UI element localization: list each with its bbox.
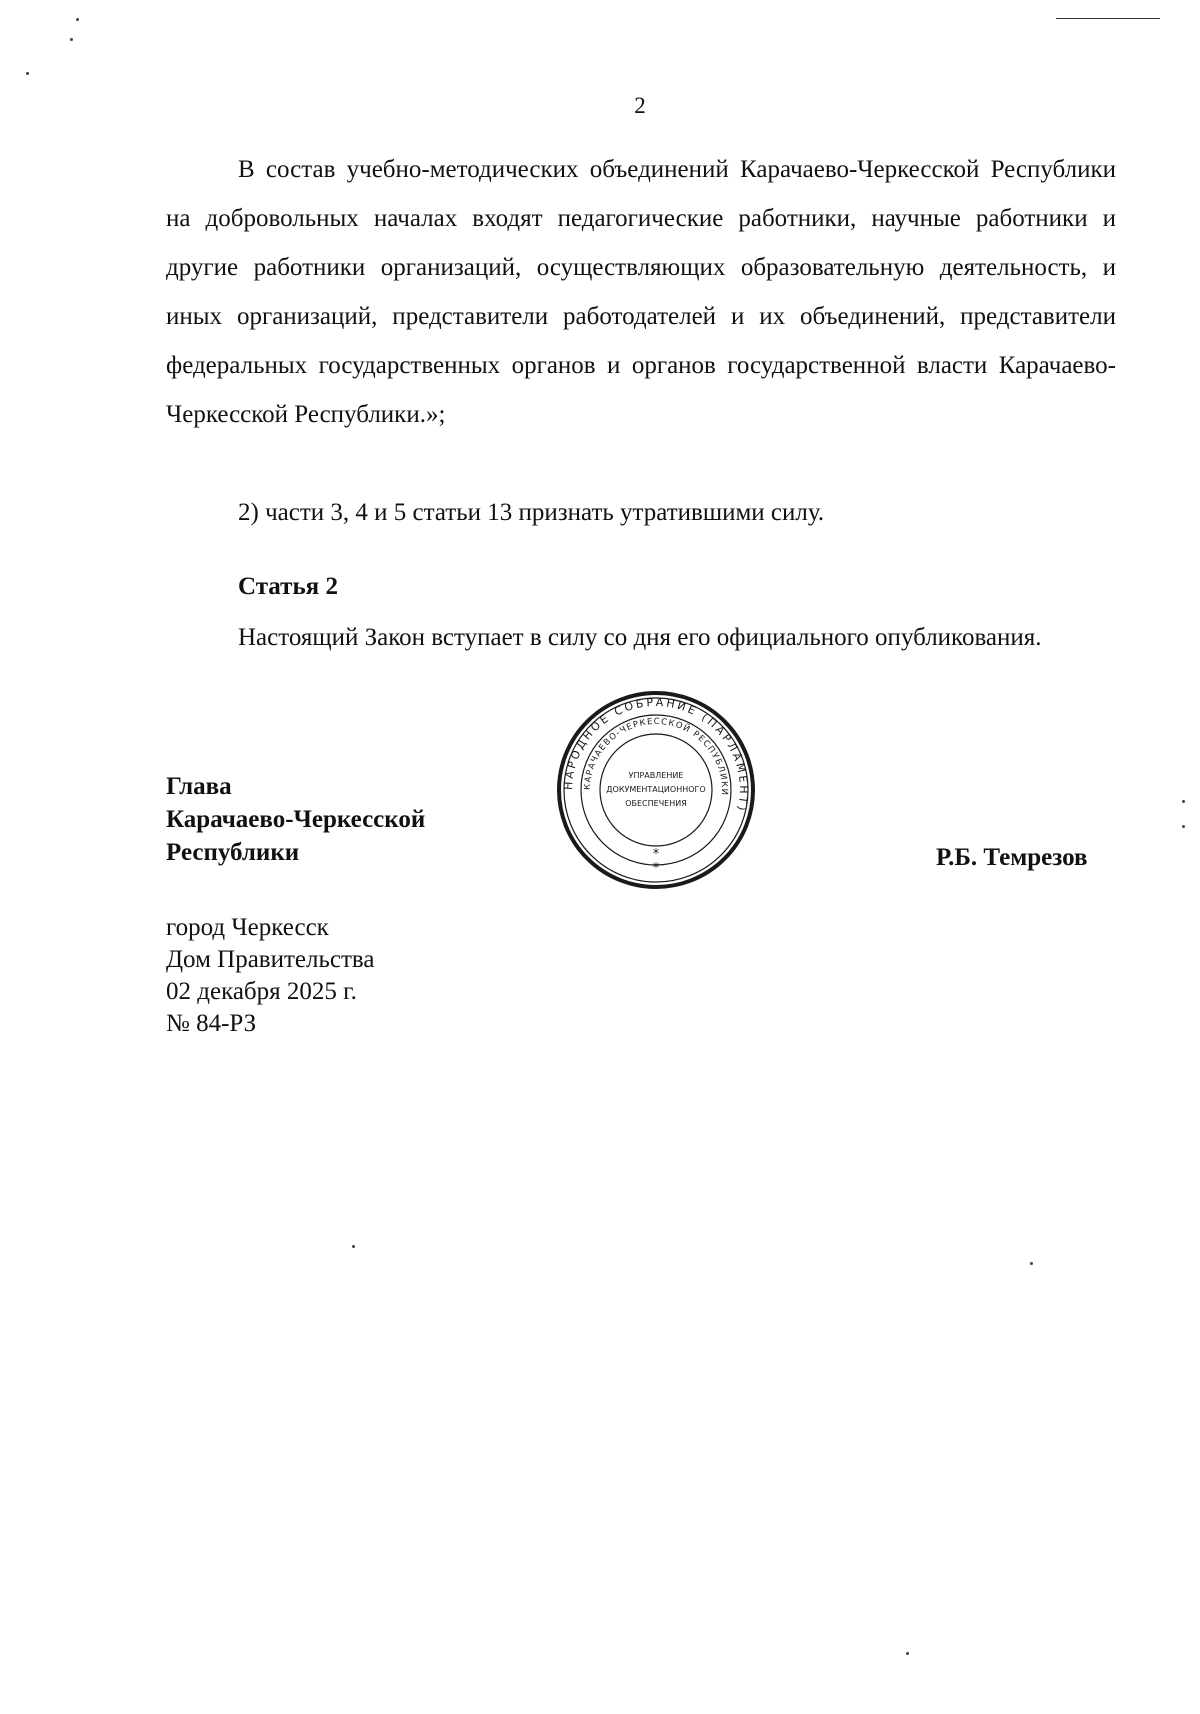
- scan-speck: [352, 1245, 355, 1248]
- paragraph-text: 2) части 3, 4 и 5 статьи 13 признать утратившими силу.: [238, 499, 825, 526]
- seal-middle-text: КАРАЧАЕВО-ЧЕРКЕССКОЙ РЕСПУБЛИКИ: [582, 716, 730, 797]
- scan-speck: [1030, 1262, 1033, 1265]
- scan-speck: [70, 38, 73, 41]
- signature-title-line: Глава: [166, 773, 232, 800]
- seal-star-icon: *: [652, 861, 660, 876]
- scan-speck: [26, 72, 29, 75]
- composition-paragraph: [166, 145, 1116, 439]
- article-heading: Статья 2: [238, 573, 338, 600]
- repeal-paragraph: [166, 488, 1116, 537]
- seal-outer-text: НАРОДНОЕ СОБРАНИЕ (ПАРЛАМЕНТ): [561, 695, 751, 815]
- official-seal: [556, 690, 756, 890]
- city: город Черкесск: [166, 914, 329, 941]
- document-date: 02 декабря 2025 г.: [166, 978, 357, 1005]
- seal-center-line: ДОКУМЕНТАЦИОННОГО: [606, 785, 706, 794]
- seal-center-line: ОБЕСПЕЧЕНИЯ: [625, 799, 687, 808]
- scan-speck: [76, 18, 79, 21]
- seal-center-line: УПРАВЛЕНИЕ: [628, 771, 684, 780]
- signature-title: [166, 770, 425, 869]
- signer-name: Р.Б. Темрезов: [936, 844, 1088, 871]
- document-number: № 84-РЗ: [166, 1010, 257, 1037]
- page-number: 2: [634, 93, 646, 118]
- building: Дом Правительства: [166, 946, 375, 973]
- scan-speck: [1182, 800, 1185, 803]
- paragraph-text: В состав учебно-методических объединений Карачаево-Черкесской Республики на добровольных началах входят педагогические работники, научные работники и другие работники организаций, осуществляющих образовательную деятельность, и иных организаций, представители работодателей и их объединений, представители федеральных государственных органов и органов государственной власти Карачаево-Черкесской Республики.»;: [166, 156, 1116, 428]
- scan-speck: [1182, 825, 1185, 828]
- article-paragraph: [166, 613, 1116, 662]
- paragraph-text: Настоящий Закон вступает в силу со дня его официального опубликования.: [238, 624, 1042, 651]
- signature-title-line: Карачаево-Черкесской: [166, 806, 426, 833]
- signature-title-line: Республики: [166, 839, 300, 866]
- header-rule: [1056, 18, 1160, 19]
- scan-speck: [906, 1652, 909, 1655]
- seal-star-icon: *: [652, 847, 660, 862]
- place-and-date: [166, 912, 374, 1040]
